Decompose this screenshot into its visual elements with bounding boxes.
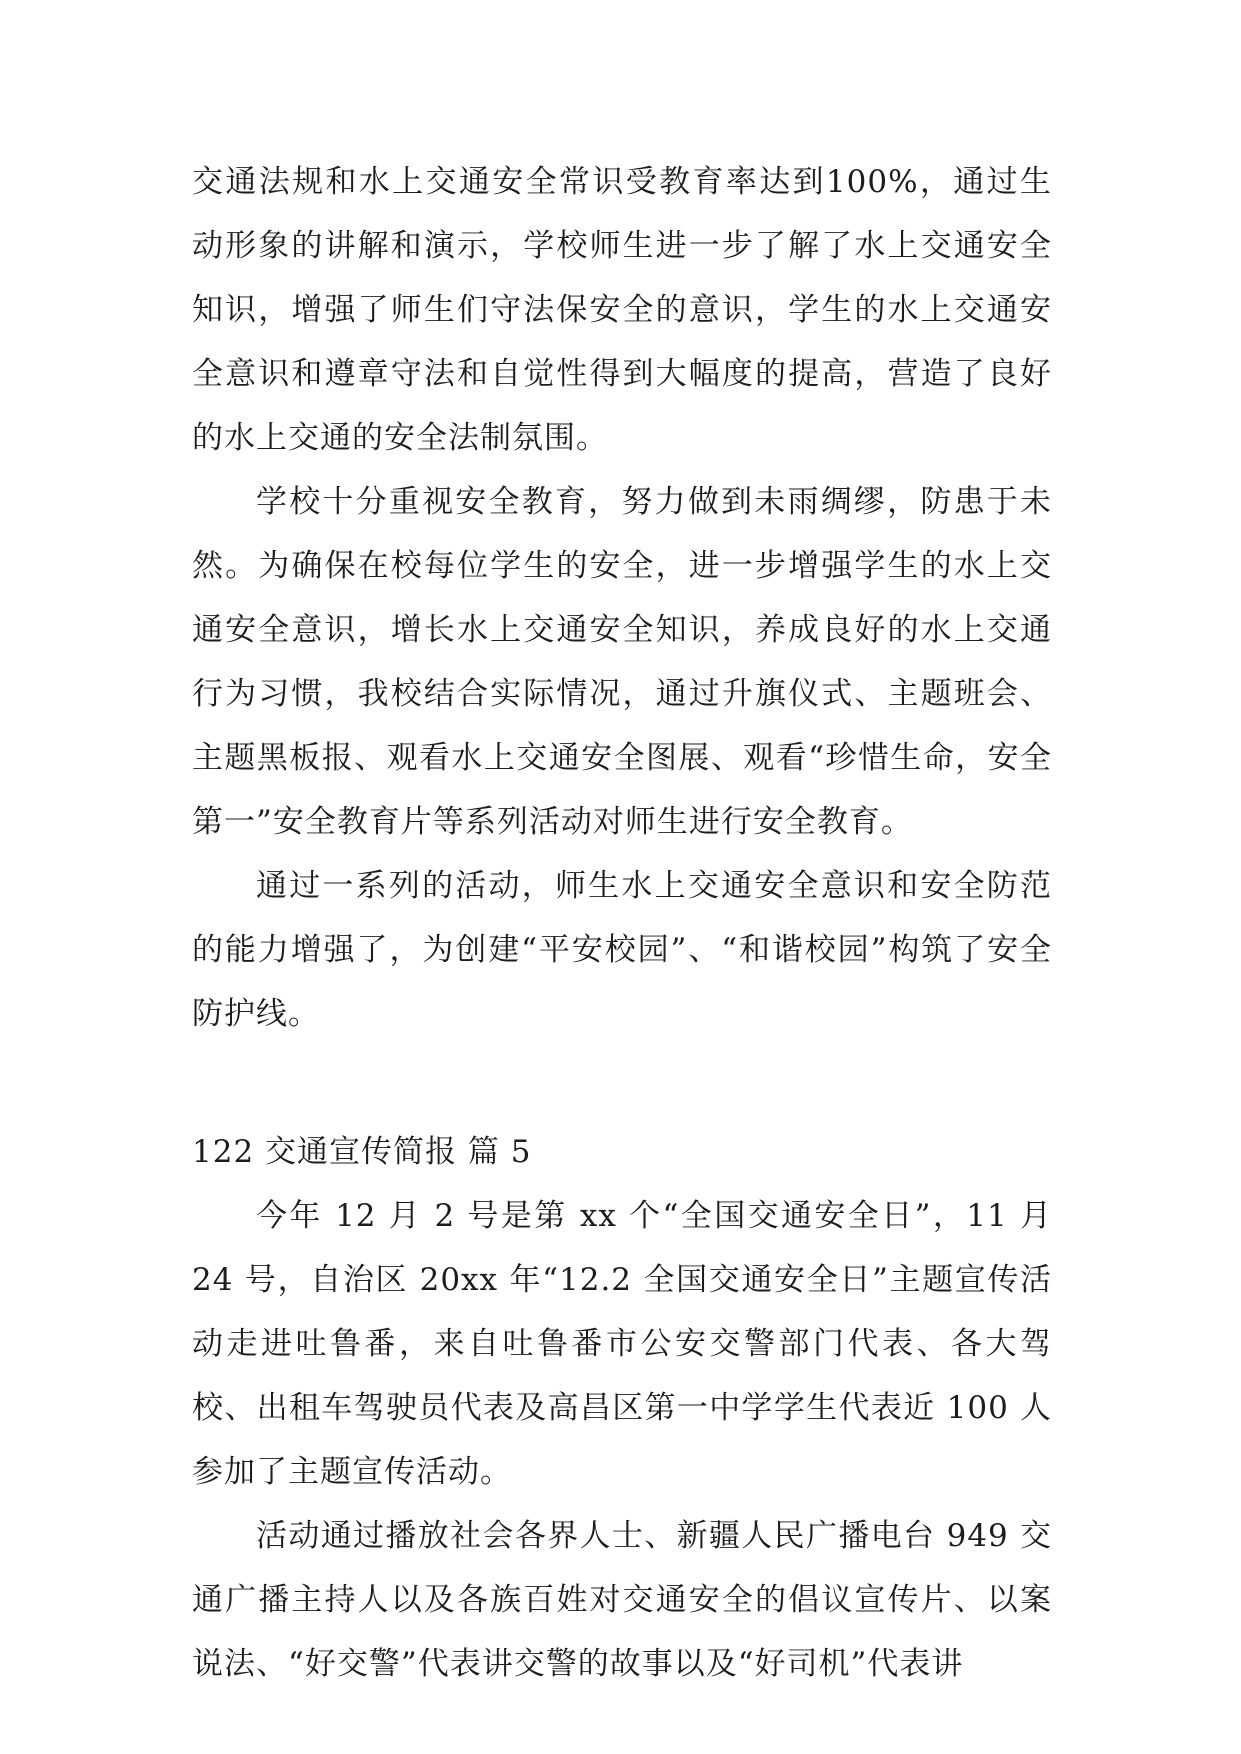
paragraph-event-intro: 今年 12 月 2 号是第 xx 个“全国交通安全日”，11 月 24 号，自治区 20xx 年“12.2 全国交通安全日”主题宣传活动走进吐鲁番，来自吐鲁番市公安交警部门代表、各大驾校、出租车驾驶员代表及高昌区第一中学学生代表近 100 人参加了主题宣传活动。 <box>192 1198 1052 1490</box>
paragraph-conclusion: 通过一系列的活动，师生水上交通安全意识和安全防范的能力增强了，为创建“平安校园”、“和谐校园”构筑了安全防护线。 <box>192 868 1052 1032</box>
paragraph-safety-education: 学校十分重视安全教育，努力做到未雨绸缪，防患于未然。为确保在校每位学生的安全，进一步增强学生的水上交通安全意识，增长水上交通安全知识，养成良好的水上交通行为习惯，我校结合实际情况，通过升旗仪式、主题班会、主题黑板报、观看水上交通安全图展、观看“珍惜生命，安全第一”安全教育片等系列活动对师生进行安全教育。 <box>192 484 1052 840</box>
paragraph-continuation: 交通法规和水上交通安全常识受教育率达到100%，通过生动形象的讲解和演示，学校师生进一步了解了水上交通安全知识，增强了师生们守法保安全的意识，学生的水上交通安全意识和遵章守法和自觉性得到大幅度的提高，营造了良好的水上交通的安全法制氛围。 <box>192 164 1052 456</box>
document-body <box>192 150 1052 1696</box>
section-heading: 122 交通宣传简报 篇 5 <box>192 1134 532 1170</box>
paragraph-event-activities: 活动通过播放社会各界人士、新疆人民广播电台 949 交通广播主持人以及各族百姓对交通安全的倡议宣传片、以案说法、“好交警”代表讲交警的故事以及“好司机”代表讲 <box>192 1518 1052 1682</box>
